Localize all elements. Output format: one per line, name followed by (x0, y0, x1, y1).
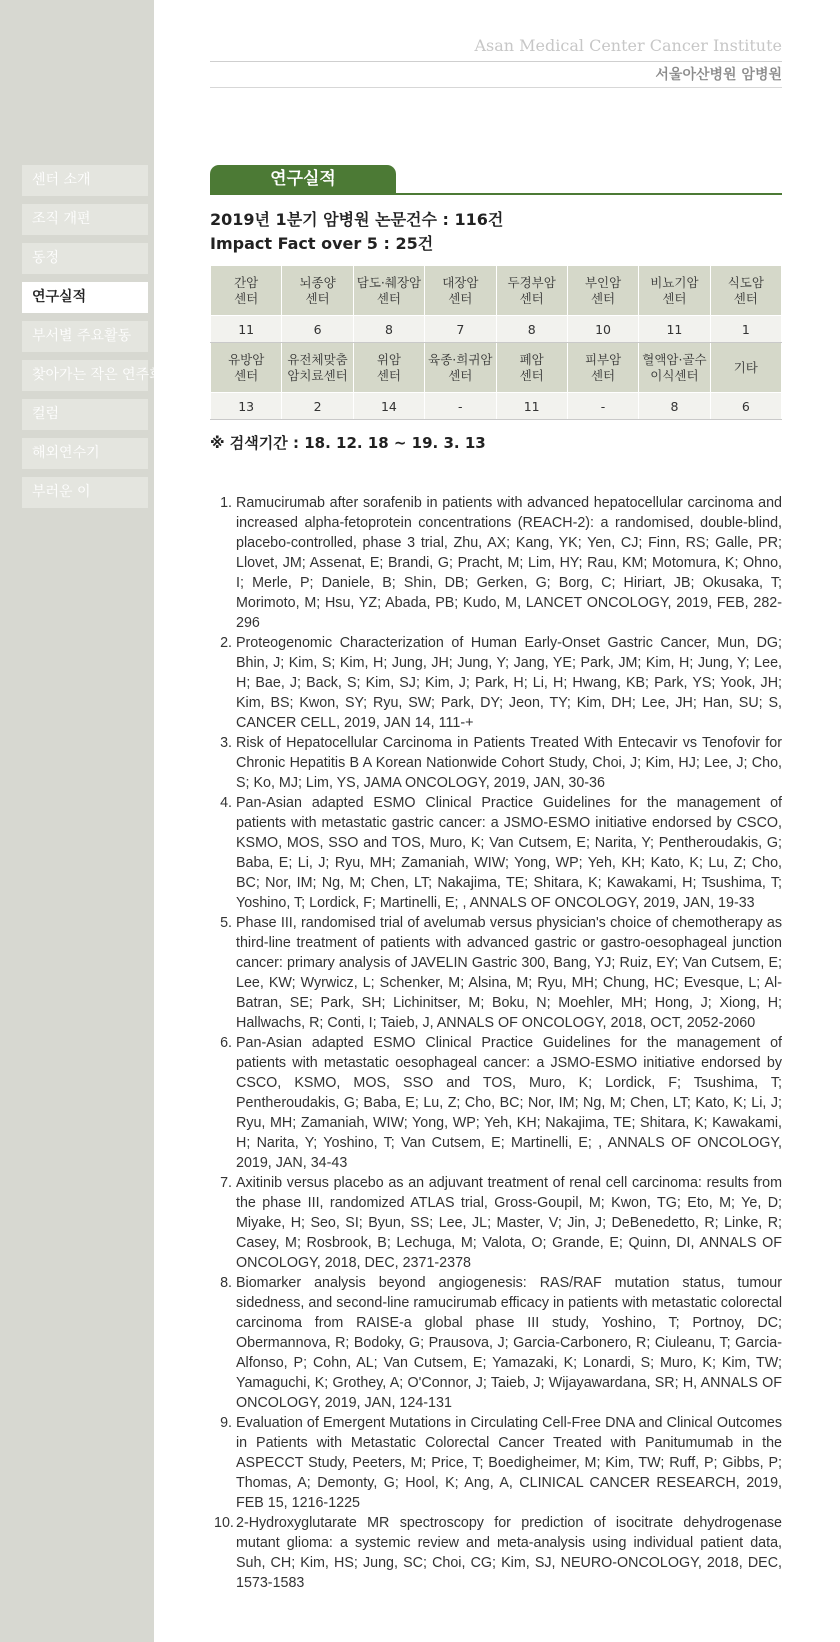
publication-list (214, 493, 782, 1593)
table-header-cell (353, 266, 424, 316)
table-cell: 8 (353, 316, 424, 343)
table-cell: 1 (710, 316, 781, 343)
table-header-cell (353, 343, 424, 393)
table-header-cell (425, 266, 496, 316)
sidebar (0, 0, 163, 1642)
table-cell: 11 (496, 393, 567, 420)
list-item-text: Biomarker analysis beyond angiogenesis: RAS/RAF mutation status, tumour sidedness, and second-line ramucirumab efficacy in patients with metastatic colorectal carcinoma from RAISE-a global phase III study, Yoshino, T; Portnoy, DC; Obermannova, R; Bodoky, G; Prausova, J; Garcia-Carbonero, R; Ciuleanu, T; Garcia-Alfonso, P; Cohn, AL; Van Cutsem, E; Yamazaki, K; Lonardi, S; Muro, K; Kim, TW; Yamaguchi, K; Grothey, A; O'Connor, J; Taieb, J; Wijayawardana, SR; H, ANNALS OF ONCOLOGY, 2019, JAN, 124-131 (236, 1275, 782, 1411)
table-header-cell (710, 266, 781, 316)
header-line: 위암 (376, 351, 402, 367)
table-cell: 14 (353, 393, 424, 420)
header-line: 폐암 (519, 351, 544, 367)
table-header-cell (425, 343, 496, 393)
list-item-number: 4. (220, 795, 232, 811)
paper-count: 2019년 1분기 암병원 논문건수 : 116건 (210, 210, 504, 229)
header-line: 센터 (448, 367, 473, 383)
header-line: 피부암 (584, 351, 622, 367)
header-line: 센터 (733, 290, 758, 306)
list-item-text: 2-Hydroxyglutarate MR spectroscopy for prediction of isocitrate dehydrogenase mutant glioma: a systemic review and meta-analysis using individual patient data, Suh, CH; Kim, HS; Jung, SC; Choi, CG; Kim, SJ, NEURO-ONCOLOGY, 2018, DEC, 1573-1583 (236, 1515, 782, 1591)
table-header-cell (567, 266, 638, 316)
list-item-text: Ramucirumab after sorafenib in patients with advanced hepatocellular carcinoma and increased alpha-fetoprotein concentrations (REACH-2): a randomised, double-blind, placebo-controlled, phase 3 trial, Zhu, AX; Kang, YK; Yen, CJ; Finn, RS; Galle, PR; Llovet, JM; Assenat, E; Brandi, G; Pracht, M; Lim, HY; Rau, KM; Motomura, K; Ohno, I; Merle, P; Daniele, B; Shin, DB; Gerken, G; Borg, C; Hiriart, JB; Okusaka, T; Morimoto, M; Hsu, YZ; Abada, PB; Kudo, M, LANCET ONCOLOGY, 2019, FEB, 282-296 (236, 495, 782, 631)
list-item (220, 913, 782, 1033)
list-item-text: Phase III, randomised trial of avelumab versus physician's choice of chemotherapy as third-line treatment of patients with advanced gastric or gastro-oesophageal junction cancer: primary analysis of JAVELIN Gastric 300, Bang, YJ; Ruiz, EY; Van Cutsem, E; Lee, KW; Wyrwicz, L; Schenker, M; Alsina, M; Ryu, MH; Chung, HC; Evesque, L; Al-Batran, SE; Park, SH; Lichinitser, M; Boku, N; Moehler, MH; Hong, J; Xiong, H; Hallwachs, R; Conti, I; Taieb, J, ANNALS OF ONCOLOGY, 2018, OCT, 2052-2060 (236, 915, 782, 1031)
header-line: 센터 (376, 290, 402, 306)
sidebar-item-reorganization[interactable]: 조직 개편 (22, 204, 148, 235)
table-header-cell (211, 266, 282, 316)
header-line: 간암 (234, 274, 259, 290)
header-line: 센터 (234, 290, 259, 306)
table-cell: 2 (282, 393, 353, 420)
header-line: 센터 (376, 367, 402, 383)
list-item-number: 5. (220, 915, 232, 931)
list-item (220, 493, 782, 633)
list-item-number: 6. (220, 1035, 232, 1051)
list-item (220, 1033, 782, 1173)
header-line: 유전체맞춤 (287, 351, 348, 367)
table-cell: 10 (567, 316, 638, 343)
sidebar-item-department-activities[interactable]: 부서별 주요활동 (22, 321, 148, 352)
header-line: 센터 (305, 290, 330, 306)
search-period: ※ 검색기간 : 18. 12. 18 ~ 19. 3. 13 (210, 434, 486, 452)
list-item-number: 2. (220, 635, 232, 651)
table-cell: 11 (211, 316, 282, 343)
list-item (220, 633, 782, 733)
table-cell: 7 (425, 316, 496, 343)
header-line: 뇌종양 (299, 274, 336, 290)
list-item-text: Axitinib versus placebo as an adjuvant treatment of renal cell carcinoma: results from the phase III, randomized ATLAS trial, Gross-Goupil, M; Kwon, TG; Eto, M; Ye, D; Miyake, H; Seo, SI; Byun, SS; Lee, JL; Master, V; Jin, J; DeBenedetto, R; Linke, R; Casey, M; Rosbrook, B; Lechuga, M; Valota, O; Grande, E; Quinn, DI, ANNALS OF ONCOLOGY, 2018, DEC, 2371-2378 (236, 1175, 782, 1271)
table-header-cell (496, 343, 567, 393)
table-header-cell (710, 343, 781, 393)
header-line: 센터 (590, 290, 616, 306)
table-header-cell (282, 343, 353, 393)
header-divider (210, 61, 782, 62)
list-item-number: 8. (220, 1275, 232, 1291)
list-item-number: 9. (220, 1415, 232, 1431)
table-cell: 6 (710, 393, 781, 420)
table-value-row (211, 316, 782, 343)
header-line: 센터 (234, 367, 259, 383)
header-line: 육종·희귀암 (428, 351, 493, 367)
header-line: 암치료센터 (287, 367, 348, 383)
header-line: 이식센터 (650, 367, 699, 383)
list-item-text: Risk of Hepatocellular Carcinoma in Patients Treated With Entecavir vs Tenofovir for Chronic Hepatitis B A Korean Nationwide Cohort Study, Choi, J; Kim, HJ; Lee, J; Cho, S; Ko, MJ; Lim, YS, JAMA ONCOLOGY, 2019, JAN, 30-36 (236, 735, 782, 791)
sidebar-item-center-intro[interactable]: 센터 소개 (22, 165, 148, 196)
header-line: 센터 (519, 367, 544, 383)
list-item (220, 793, 782, 913)
header-line: 센터 (590, 367, 616, 383)
list-item-number: 1. (220, 495, 232, 511)
header-line: 혈액암·골수 (642, 351, 707, 367)
table-cell: 8 (496, 316, 567, 343)
header-line: 두경부암 (507, 274, 556, 290)
list-item-text: Pan-Asian adapted ESMO Clinical Practice Guidelines for the management of patients with metastatic gastric cancer: a JSMO-ESMO initiative endorsed by CSCO, KSMO, MOS, SSO and TOS, Muro, K; Van Cutsem, E; Narita, Y; Pentheroudakis, G; Baba, E; Li, J; Ryu, MH; Zamaniah, WIW; Yong, WP; Yeh, KH; Kato, K; Lu, Z; Cho, BC; Nor, IM; Ng, M; Chen, LT; Nakajima, TE; Shitara, K; Kawakami, H; Tsushima, T; Yoshino, T; Lordick, F; Martinelli, E; , ANNALS OF ONCOLOGY, 2019, JAN, 19-33 (236, 795, 782, 911)
sidebar-item-column[interactable]: 컬럼 (22, 399, 148, 430)
list-item-number: 7. (220, 1175, 232, 1191)
header-line: 부인암 (584, 274, 622, 290)
list-item (214, 1513, 782, 1593)
impact-factor-count: Impact Fact over 5 : 25건 (210, 234, 434, 253)
header-line: 대장암 (442, 274, 479, 290)
list-item-number: 3. (220, 735, 232, 751)
institute-name-en: Asan Medical Center Cancer Institute (474, 36, 782, 55)
table-header-cell (639, 343, 710, 393)
list-item-text: Evaluation of Emergent Mutations in Circulating Cell-Free DNA and Clinical Outcomes in Patients with Metastatic Colorectal Cancer Treated with Panitumumab in the ASPECCT Study, Peeters, M; Price, T; Boedigheimer, M; Kim, TW; Ruff, P; Gibbs, P; Thomas, A; Demonty, G; Hool, K; Ang, A, CLINICAL CANCER RESEARCH, 2019, FEB 15, 1216-1225 (236, 1415, 782, 1511)
list-item-number: 10. (214, 1515, 234, 1531)
header-line: 센터 (448, 290, 473, 306)
table-header-cell (567, 343, 638, 393)
sidebar-item-news[interactable]: 동정 (22, 243, 148, 274)
table-header-cell (496, 266, 567, 316)
table-cell: 6 (282, 316, 353, 343)
table-header-cell (211, 343, 282, 393)
table-header-cell (639, 266, 710, 316)
header-line: 센터 (519, 290, 544, 306)
table-header-row (211, 266, 782, 316)
header-line: 센터 (662, 290, 687, 306)
sidebar-item-overseas-training[interactable]: 해외연수기 (22, 438, 148, 469)
header-line: 비뇨기암 (650, 274, 699, 290)
center-stats-table (210, 265, 782, 420)
table-value-row (211, 393, 782, 420)
list-item-text: Proteogenomic Characterization of Human Early-Onset Gastric Cancer, Mun, DG; Bhin, J; Kim, S; Kim, H; Jung, JH; Jung, Y; Jang, YE; Park, JM; Kim, H; Jung, Y; Lee, H; Bae, J; Back, S; Kim, SJ; Kim, J; Park, H; Li, H; Hwang, KB; Park, YS; Yook, JH; Kim, BS; Kwon, SY; Ryu, SW; Park, DY; Jeon, TY; Kim, DH; Lee, JH; Han, SU; S, CANCER CELL, 2019, JAN 14, 111-+ (236, 635, 782, 731)
section-divider (210, 193, 782, 195)
sidebar-item-envied-person[interactable]: 부러운 이 (22, 477, 148, 508)
institute-name-ko: 서울아산병원 암병원 (655, 67, 782, 83)
table-cell: 8 (639, 393, 710, 420)
table-cell: - (567, 393, 638, 420)
table-header-cell (282, 266, 353, 316)
table-header-row (211, 343, 782, 393)
list-item-text: Pan-Asian adapted ESMO Clinical Practice Guidelines for the management of patients with metastatic oesophageal cancer: a JSMO-ESMO initiative endorsed by CSCO, KSMO, MOS, SSO and TOS, Muro, K; Lordick, F; Tsushima, T; Pentheroudakis, G; Baba, E; Lu, Z; Cho, BC; Nor, IM; Ng, M; Chen, LT; Kato, K; Li, J; Ryu, MH; Zamaniah, WIW; Yong, WP; Yeh, KH; Nakajima, TE; Shitara, K; Kawakami, H; Narita, Y; Yoshino, T; Van Cutsem, E; Martinelli, E; , ANNALS OF ONCOLOGY, 2019, JAN, 34-43 (236, 1035, 782, 1171)
table-cell: - (425, 393, 496, 420)
table-cell: 11 (639, 316, 710, 343)
header-divider (210, 87, 782, 88)
header-line: 담도·췌장암 (356, 274, 422, 290)
table-cell: 13 (211, 393, 282, 420)
sidebar-item-research[interactable]: 연구실적 (22, 282, 148, 313)
sidebar-item-concert[interactable]: 찾아가는 작은 연주회 (22, 360, 148, 391)
section-title: 연구실적 (210, 165, 396, 193)
list-item (220, 1173, 782, 1273)
header-line: 유방암 (228, 351, 265, 367)
header-line: 식도암 (727, 274, 764, 290)
list-item (220, 1413, 782, 1513)
list-item (220, 733, 782, 793)
header-line: 기타 (733, 359, 758, 375)
summary (210, 208, 503, 256)
list-item (220, 1273, 782, 1413)
